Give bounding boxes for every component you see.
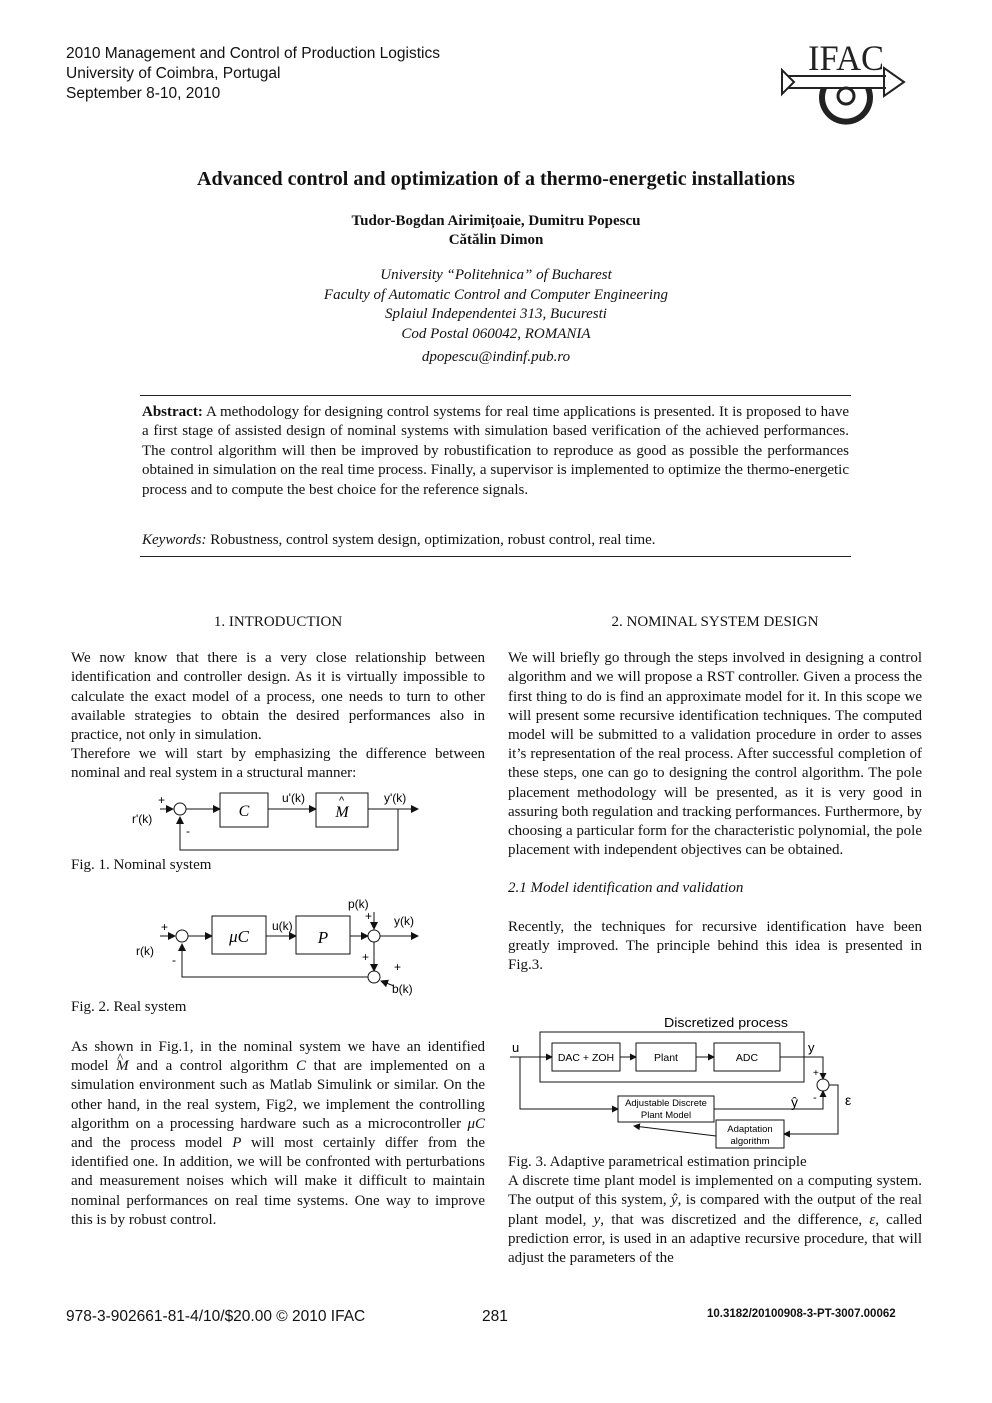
logo-text: IFAC — [808, 38, 884, 78]
fig2-perturbation-label: p(k) — [348, 897, 369, 911]
estimation-text-b: , is compared with the output of the real plant model, — [508, 1192, 922, 1228]
intro-paragraph-2: Therefore we will start by emphasizing the difference between nominal and real system in a structural manner: — [71, 746, 485, 782]
fig2-noise-junction — [368, 971, 380, 983]
fig2-plus-sign-3: + — [362, 950, 370, 964]
plant-output-symbol: y — [593, 1211, 601, 1228]
figure-1-caption: Fig. 1. Nominal system — [71, 857, 212, 873]
fig2-minus-sign: - — [172, 953, 176, 967]
figure-2-caption: Fig. 2. Real system — [71, 999, 187, 1015]
affiliation-postal: Cod Postal 060042, ROMANIA — [401, 325, 591, 342]
paper-title: Advanced control and optimization of a thermo-energetic installations — [197, 168, 795, 190]
abstract-label: Abstract: — [142, 404, 203, 420]
affiliation-faculty: Faculty of Automatic Control and Computer Engineering — [323, 286, 669, 303]
fig1-output-label: y'(k) — [384, 791, 407, 805]
conference-dates: September 8-10, 2010 — [66, 85, 221, 102]
discussion-paragraph — [71, 1038, 485, 1230]
fig3-model-output-label: ŷ — [791, 1094, 798, 1110]
conference-venue: University of Coimbra, Portugal — [66, 65, 281, 82]
keywords — [142, 531, 849, 550]
conference-name: 2010 Management and Control of Production Logistics — [66, 45, 440, 62]
discussion-text-a: As shown in Fig.1, in the nominal system we have an identified model — [71, 1039, 485, 1075]
fig3-adaptation-label-1: Adaptation — [727, 1124, 773, 1135]
keywords-label: Keywords: — [142, 532, 207, 548]
figure-1-nominal-system — [120, 786, 430, 856]
fig1-input-label: r'(k) — [132, 812, 153, 826]
left-column-continued — [71, 1038, 485, 1230]
author-email: dpopescu@indinf.pub.ro — [421, 349, 571, 365]
fig2-summing-junction — [176, 930, 188, 942]
nominal-design-paragraph: We will briefly go through the steps involved in designing a control algorithm and we will propose a RST controller. Given a process the first thing to do is find an approximate model for it. In this scope we will present some recursive identification techniques. The computed model will be submitted to a validation procedure in order to asses it’s representation of the real process. After successful completion of these steps, one can go to designing the control algorithm. The pole placement methodology will be presented, as it is very good in assuring both regulation and tracking performances. Furthermore, by choosing a particular form for the characteristic polynomial, the pole placement with independent objectives can be obtained. — [508, 650, 922, 859]
abstract-bottom-rule — [140, 556, 851, 557]
fig3-output-label: y — [808, 1040, 815, 1055]
ifac-logo — [774, 36, 910, 128]
keywords-text: Robustness, control system design, optimization, robust control, real time. — [206, 532, 656, 548]
fig3-adjustable-model-label-2: Plant Model — [640, 1110, 692, 1121]
logo-arrow-tail-icon — [782, 70, 794, 94]
fig2-output-label: y(k) — [394, 914, 414, 928]
fig1-control-signal-label: u'(k) — [282, 791, 305, 805]
prediction-error-symbol: ε — [869, 1211, 876, 1228]
fig1-model-hat-icon: ^ — [339, 795, 345, 807]
affiliation-university: University “Politehnica” of Bucharest — [380, 267, 612, 283]
footer-page-number: 281 — [482, 1308, 508, 1325]
fig2-input-label: r(k) — [136, 944, 154, 958]
discussion-text-f: will most certainly differ from the identified one. In addition, we will be confronted with perturbations and measurement noises which will make it difficult to maintain nominal performances on real time systems. One way to improve this is by robust control. — [71, 1135, 485, 1228]
abstract-top-rule — [140, 395, 851, 396]
process-symbol: P — [232, 1135, 242, 1152]
estimation-paragraph — [508, 1172, 922, 1268]
logo-inner-ring-icon — [838, 88, 854, 104]
authors-line-1: Tudor-Bogdan Airimițoaie, Dumitru Popescu — [351, 213, 641, 229]
fig1-minus-sign: - — [186, 824, 190, 838]
estimation-text-a: A discrete time plant model is implemented on a computing system. The output of this system, — [508, 1173, 922, 1209]
estimation-text-c: , that was discretized and the difference, — [600, 1211, 870, 1228]
fig2-noise-label: b(k) — [392, 982, 413, 996]
abstract — [142, 403, 849, 500]
fig1-summing-junction — [174, 803, 186, 815]
discussion-text-e: and the process model — [71, 1135, 233, 1152]
fig3-adjustable-model-label-1: Adjustable Discrete — [625, 1098, 707, 1109]
section-heading-nominal-design: 2. NOMINAL SYSTEM DESIGN — [611, 614, 819, 630]
left-column — [71, 613, 485, 784]
figure-3-adaptive-estimation — [508, 1012, 928, 1152]
identified-model-symbol: ^ M — [116, 1057, 129, 1076]
fig3-error-label: ε — [845, 1092, 852, 1108]
fig3-minus-sign: - — [813, 1092, 817, 1104]
fig3-input-label: u — [512, 1040, 520, 1055]
authors-line-2: Cătălin Dimon — [448, 232, 544, 248]
fig2-perturbation-junction — [368, 930, 380, 942]
fig3-dac-label: DAC + ZOH — [557, 1052, 615, 1064]
abstract-text: A methodology for designing control systems for real time applications is presented. It is proposed to have a first stage of assisted design of nominal systems with simulation based verification of the achieved performances. The control algorithm will then be improved by robustification to reproduce as good as possible the performances obtained in simulation on the real time process. Finally, a supervisor is implemented to optimize the thermo-energetic process and to compute the best choice for the reference signals. — [142, 404, 849, 498]
identification-paragraph: Recently, the techniques for recursive identification have been greatly improved. The principle behind this idea is presented in Fig.3. — [508, 918, 922, 974]
fig3-comparator — [817, 1079, 829, 1091]
footer-isbn: 978-3-902661-81-4/10/$20.00 © 2010 IFAC — [66, 1308, 366, 1325]
fig2-control-signal-label: u(k) — [272, 919, 293, 933]
authors — [0, 212, 992, 250]
fig2-microcontroller-label: μC — [229, 927, 249, 946]
right-column-continued — [508, 1153, 922, 1268]
fig3-plant-label: Plant — [654, 1052, 678, 1064]
discussion-text-d: that are implemented on a simulation environment such as Matlab Simulink or similar. On the other hand, in the real system, Fig2, we implement the controlling algorithm on a processing hardware such as a microcontroller — [71, 1058, 485, 1132]
subsection-heading-identification: 2.1 Model identification and validation — [508, 880, 744, 897]
footer-doi: 10.3182/20100908-3-PT-3007.00062 — [707, 1308, 896, 1320]
fig3-plus-sign: + — [813, 1068, 819, 1079]
fig1-plus-sign: + — [158, 793, 166, 807]
discussion-text-b: and a control algorithm — [128, 1058, 296, 1075]
fig3-adc-label: ADC — [735, 1052, 759, 1064]
fig2-plus-sign-4: + — [394, 960, 402, 974]
fig3-model-output-path — [714, 1091, 823, 1109]
microcontroller-symbol: μC — [467, 1115, 485, 1132]
fig1-model-label: M — [335, 804, 349, 821]
fig2-process-label: P — [317, 928, 329, 947]
section-heading-introduction: 1. INTRODUCTION — [213, 614, 343, 630]
figure-3-caption: Fig. 3. Adaptive parametrical estimation principle — [508, 1154, 807, 1170]
fig3-title: Discretized process — [664, 1015, 789, 1030]
right-column — [508, 613, 922, 975]
figure-2-real-system — [128, 895, 428, 997]
fig3-adaptation-label-2: algorithm — [730, 1136, 770, 1147]
model-output-symbol: ŷ — [671, 1192, 678, 1209]
fig1-controller-label: C — [238, 803, 250, 820]
estimation-text-d: , called prediction error, is used in an adaptive recursive procedure, that will adjust the parameters of the — [508, 1211, 922, 1267]
fig3-parameter-update-arrow — [634, 1126, 716, 1136]
fig2-plus-sign-1: + — [161, 920, 169, 934]
affiliation-street: Splaiul Independentei 313, Bucuresti — [385, 306, 607, 322]
affiliation — [0, 266, 992, 344]
fig2-plus-sign-2: + — [365, 909, 373, 923]
controller-symbol: C — [295, 1058, 306, 1075]
intro-paragraph-1: We now know that there is a very close relationship between identification and controller design. As it is virtually impossible to calculate the exact model of a process, one needs to turn to other available strategies to obtain the desired performances also in practice, not only in simulation. — [71, 650, 485, 744]
logo-arrow-head-icon — [884, 68, 904, 96]
conference-info — [66, 44, 440, 104]
